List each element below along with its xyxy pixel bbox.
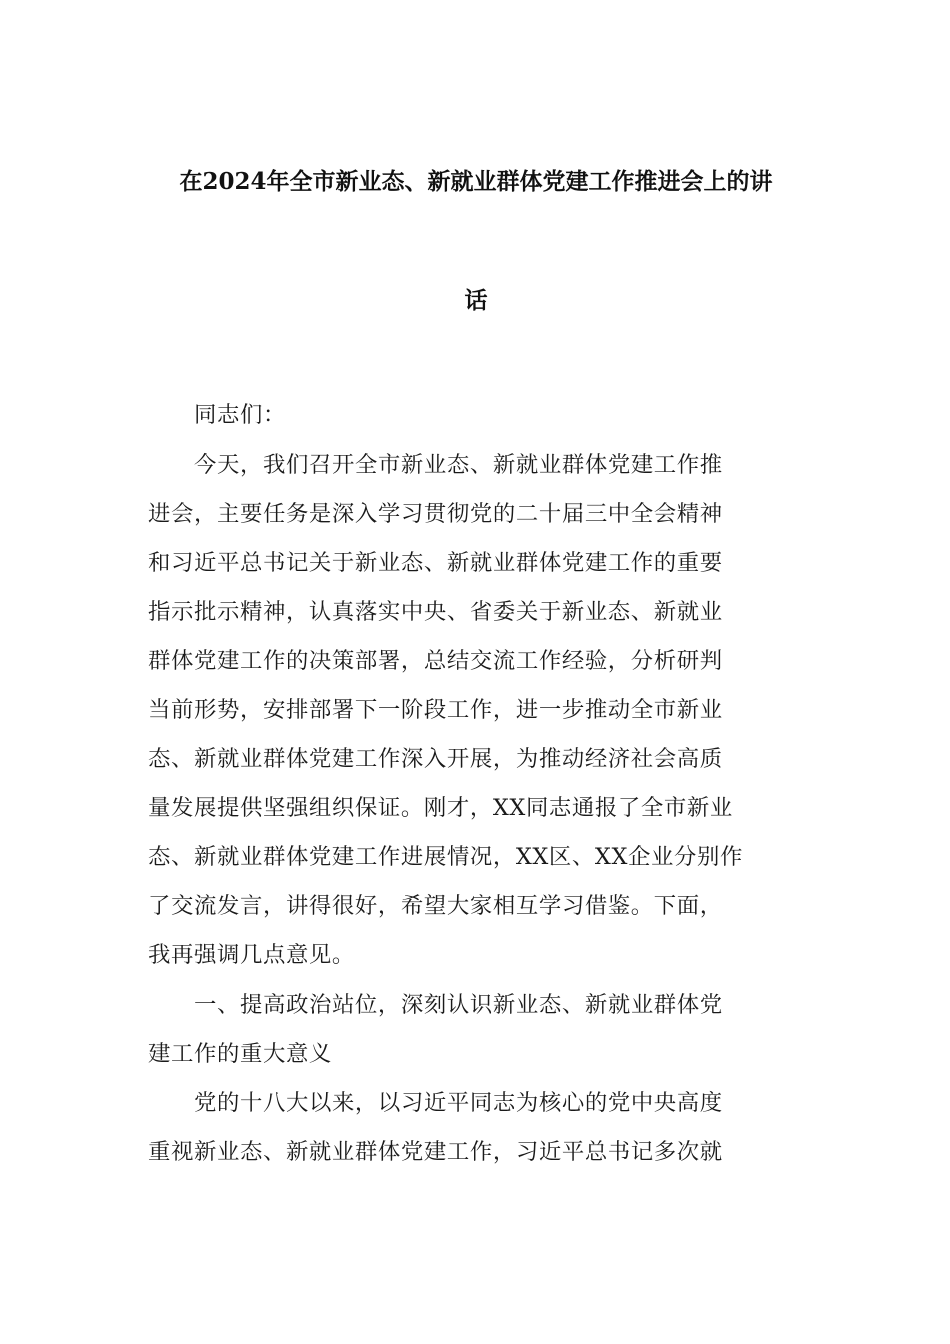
- body-line: 重视新业态、新就业群体党建工作，习近平总书记多次就: [148, 1139, 723, 1165]
- body-line: 进会，主要任务是深入学习贯彻党的二十届三中全会精神: [148, 501, 723, 527]
- body-line: 和习近平总书记关于新业态、新就业群体党建工作的重要: [148, 550, 723, 576]
- section-heading-line: 建工作的重大意义: [148, 1041, 332, 1067]
- body-line: 当前形势，安排部署下一阶段工作，进一步推动全市新业: [148, 697, 723, 723]
- body-line: 我再强调几点意见。: [148, 942, 355, 968]
- body-line: 了交流发言，讲得很好，希望大家相互学习借鉴。下面，: [148, 893, 723, 919]
- body-line: 今天，我们召开全市新业态、新就业群体党建工作推: [194, 452, 723, 478]
- body-line: 态、新就业群体党建工作深入开展，为推动经济社会高质: [148, 746, 723, 772]
- body-line: 量发展提供坚强组织保证。刚才，XX同志通报了全市新业: [148, 795, 733, 821]
- document-title-line-2: 话: [464, 287, 488, 314]
- body-line: 群体党建工作的决策部署，总结交流工作经验，分析研判: [148, 648, 723, 674]
- section-heading-line: 一、提高政治站位，深刻认识新业态、新就业群体党: [194, 992, 723, 1018]
- body-line: 指示批示精神，认真落实中央、省委关于新业态、新就业: [148, 599, 723, 625]
- body-line: 态、新就业群体党建工作进展情况，XX区、XX企业分别作: [148, 844, 743, 870]
- body-line: 党的十八大以来，以习近平同志为核心的党中央高度: [194, 1090, 723, 1116]
- salutation: 同志们：: [194, 402, 286, 428]
- document-title-line-1: 在2024年全市新业态、新就业群体党建工作推进会上的讲: [179, 168, 773, 195]
